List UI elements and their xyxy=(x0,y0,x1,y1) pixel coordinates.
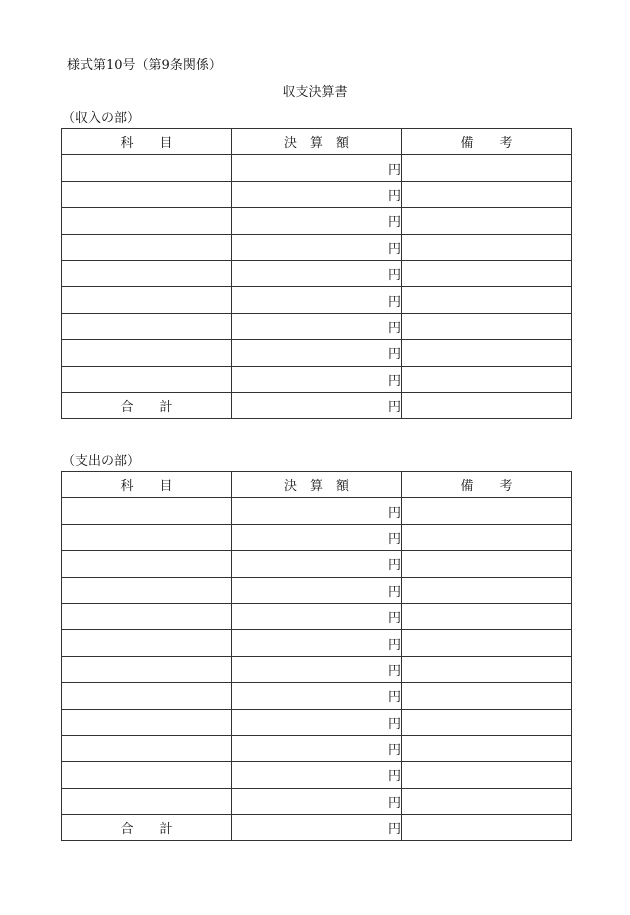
income-section-label: （収入の部） xyxy=(62,111,141,126)
note-cell[interactable] xyxy=(402,656,572,682)
amount-cell[interactable] xyxy=(232,762,402,788)
yen-unit: 円 xyxy=(387,373,401,389)
note-cell[interactable] xyxy=(402,630,572,656)
amount-cell[interactable] xyxy=(232,788,402,814)
item-header: 科 目 xyxy=(62,472,232,498)
yen-unit: 円 xyxy=(387,716,401,732)
table-row xyxy=(62,287,572,313)
yen-unit: 円 xyxy=(387,320,401,336)
table-row xyxy=(62,260,572,286)
table-row xyxy=(62,630,572,656)
amount-cell[interactable] xyxy=(232,366,402,392)
yen-unit: 円 xyxy=(387,795,401,811)
item-cell[interactable] xyxy=(62,340,232,366)
yen-unit: 円 xyxy=(387,663,401,679)
item-cell[interactable] xyxy=(62,155,232,181)
table-row xyxy=(62,181,572,207)
table-row xyxy=(62,155,572,181)
table-row xyxy=(62,366,572,392)
expense-total-row xyxy=(62,815,572,841)
amount-cell[interactable] xyxy=(232,155,402,181)
yen-unit: 円 xyxy=(387,400,401,416)
income-header-row xyxy=(62,129,572,155)
note-cell[interactable] xyxy=(402,234,572,260)
amount-cell[interactable] xyxy=(232,630,402,656)
item-cell[interactable] xyxy=(62,260,232,286)
note-cell[interactable] xyxy=(402,155,572,181)
item-cell[interactable] xyxy=(62,630,232,656)
yen-unit: 円 xyxy=(387,769,401,785)
item-cell[interactable] xyxy=(62,234,232,260)
note-cell[interactable] xyxy=(402,788,572,814)
item-cell[interactable] xyxy=(62,735,232,761)
note-cell[interactable] xyxy=(402,392,572,418)
table-row xyxy=(62,735,572,761)
item-cell[interactable] xyxy=(62,656,232,682)
note-cell[interactable] xyxy=(402,709,572,735)
item-cell[interactable] xyxy=(62,524,232,550)
amount-cell[interactable] xyxy=(232,551,402,577)
item-cell[interactable] xyxy=(62,577,232,603)
item-cell[interactable] xyxy=(62,313,232,339)
amount-cell[interactable] xyxy=(232,603,402,629)
yen-unit: 円 xyxy=(387,611,401,627)
amount-cell[interactable] xyxy=(232,234,402,260)
table-row xyxy=(62,762,572,788)
table-row xyxy=(62,524,572,550)
note-cell[interactable] xyxy=(402,260,572,286)
income-table xyxy=(61,128,572,419)
yen-unit: 円 xyxy=(387,188,401,204)
note-cell[interactable] xyxy=(402,313,572,339)
note-cell[interactable] xyxy=(402,340,572,366)
item-cell[interactable] xyxy=(62,788,232,814)
yen-unit: 円 xyxy=(387,743,401,759)
amount-cell[interactable] xyxy=(232,735,402,761)
form-number: 様式第10号（第9条関係） xyxy=(67,58,222,73)
note-cell[interactable] xyxy=(402,208,572,234)
yen-unit: 円 xyxy=(387,215,401,231)
note-cell[interactable] xyxy=(402,577,572,603)
amount-cell[interactable] xyxy=(232,709,402,735)
amount-header: 決 算 額 xyxy=(232,472,402,498)
yen-unit: 円 xyxy=(387,690,401,706)
yen-unit: 円 xyxy=(387,241,401,257)
amount-cell[interactable] xyxy=(232,577,402,603)
item-cell[interactable] xyxy=(62,498,232,524)
amount-cell[interactable] xyxy=(232,656,402,682)
income-rows xyxy=(62,155,572,419)
table-row xyxy=(62,208,572,234)
item-cell[interactable] xyxy=(62,709,232,735)
expense-section-label: （支出の部） xyxy=(62,454,141,469)
table-row xyxy=(62,498,572,524)
yen-unit: 円 xyxy=(387,505,401,521)
amount-cell[interactable] xyxy=(232,208,402,234)
yen-unit: 円 xyxy=(387,637,401,653)
item-cell[interactable] xyxy=(62,287,232,313)
amount-cell[interactable] xyxy=(232,260,402,286)
note-cell[interactable] xyxy=(402,762,572,788)
amount-cell[interactable] xyxy=(232,340,402,366)
amount-cell[interactable] xyxy=(232,815,402,841)
yen-unit: 円 xyxy=(387,531,401,547)
table-row xyxy=(62,577,572,603)
table-row xyxy=(62,709,572,735)
note-cell[interactable] xyxy=(402,551,572,577)
table-row xyxy=(62,603,572,629)
amount-cell[interactable] xyxy=(232,392,402,418)
amount-cell[interactable] xyxy=(232,287,402,313)
table-row xyxy=(62,313,572,339)
amount-cell[interactable] xyxy=(232,524,402,550)
table-row xyxy=(62,551,572,577)
table-row xyxy=(62,340,572,366)
note-cell[interactable] xyxy=(402,366,572,392)
yen-unit: 円 xyxy=(387,268,401,284)
note-cell[interactable] xyxy=(402,181,572,207)
item-cell[interactable] xyxy=(62,551,232,577)
item-header: 科 目 xyxy=(62,129,232,155)
item-cell[interactable] xyxy=(62,762,232,788)
amount-cell[interactable] xyxy=(232,498,402,524)
note-cell[interactable] xyxy=(402,683,572,709)
note-cell[interactable] xyxy=(402,524,572,550)
yen-unit: 円 xyxy=(387,162,401,178)
amount-cell[interactable] xyxy=(232,313,402,339)
note-cell[interactable] xyxy=(402,498,572,524)
note-cell[interactable] xyxy=(402,287,572,313)
table-row xyxy=(62,683,572,709)
item-cell[interactable] xyxy=(62,683,232,709)
note-header: 備 考 xyxy=(402,472,572,498)
item-cell[interactable] xyxy=(62,181,232,207)
expense-table xyxy=(61,471,572,841)
table-row xyxy=(62,656,572,682)
yen-unit: 円 xyxy=(387,822,401,838)
table-row xyxy=(62,788,572,814)
yen-unit: 円 xyxy=(387,347,401,363)
document-title: 収支決算書 xyxy=(282,85,348,100)
total-label: 合 計 xyxy=(62,815,232,841)
note-header: 備 考 xyxy=(402,129,572,155)
expense-rows xyxy=(62,498,572,841)
amount-cell[interactable] xyxy=(232,683,402,709)
item-cell[interactable] xyxy=(62,208,232,234)
yen-unit: 円 xyxy=(387,584,401,600)
amount-cell[interactable] xyxy=(232,181,402,207)
amount-header: 決 算 額 xyxy=(232,129,402,155)
expense-header-row xyxy=(62,472,572,498)
item-cell[interactable] xyxy=(62,366,232,392)
yen-unit: 円 xyxy=(387,294,401,310)
table-row xyxy=(62,234,572,260)
total-label: 合 計 xyxy=(62,392,232,418)
yen-unit: 円 xyxy=(387,558,401,574)
item-cell[interactable] xyxy=(62,603,232,629)
note-cell[interactable] xyxy=(402,735,572,761)
note-cell[interactable] xyxy=(402,815,572,841)
income-total-row xyxy=(62,392,572,418)
note-cell[interactable] xyxy=(402,603,572,629)
